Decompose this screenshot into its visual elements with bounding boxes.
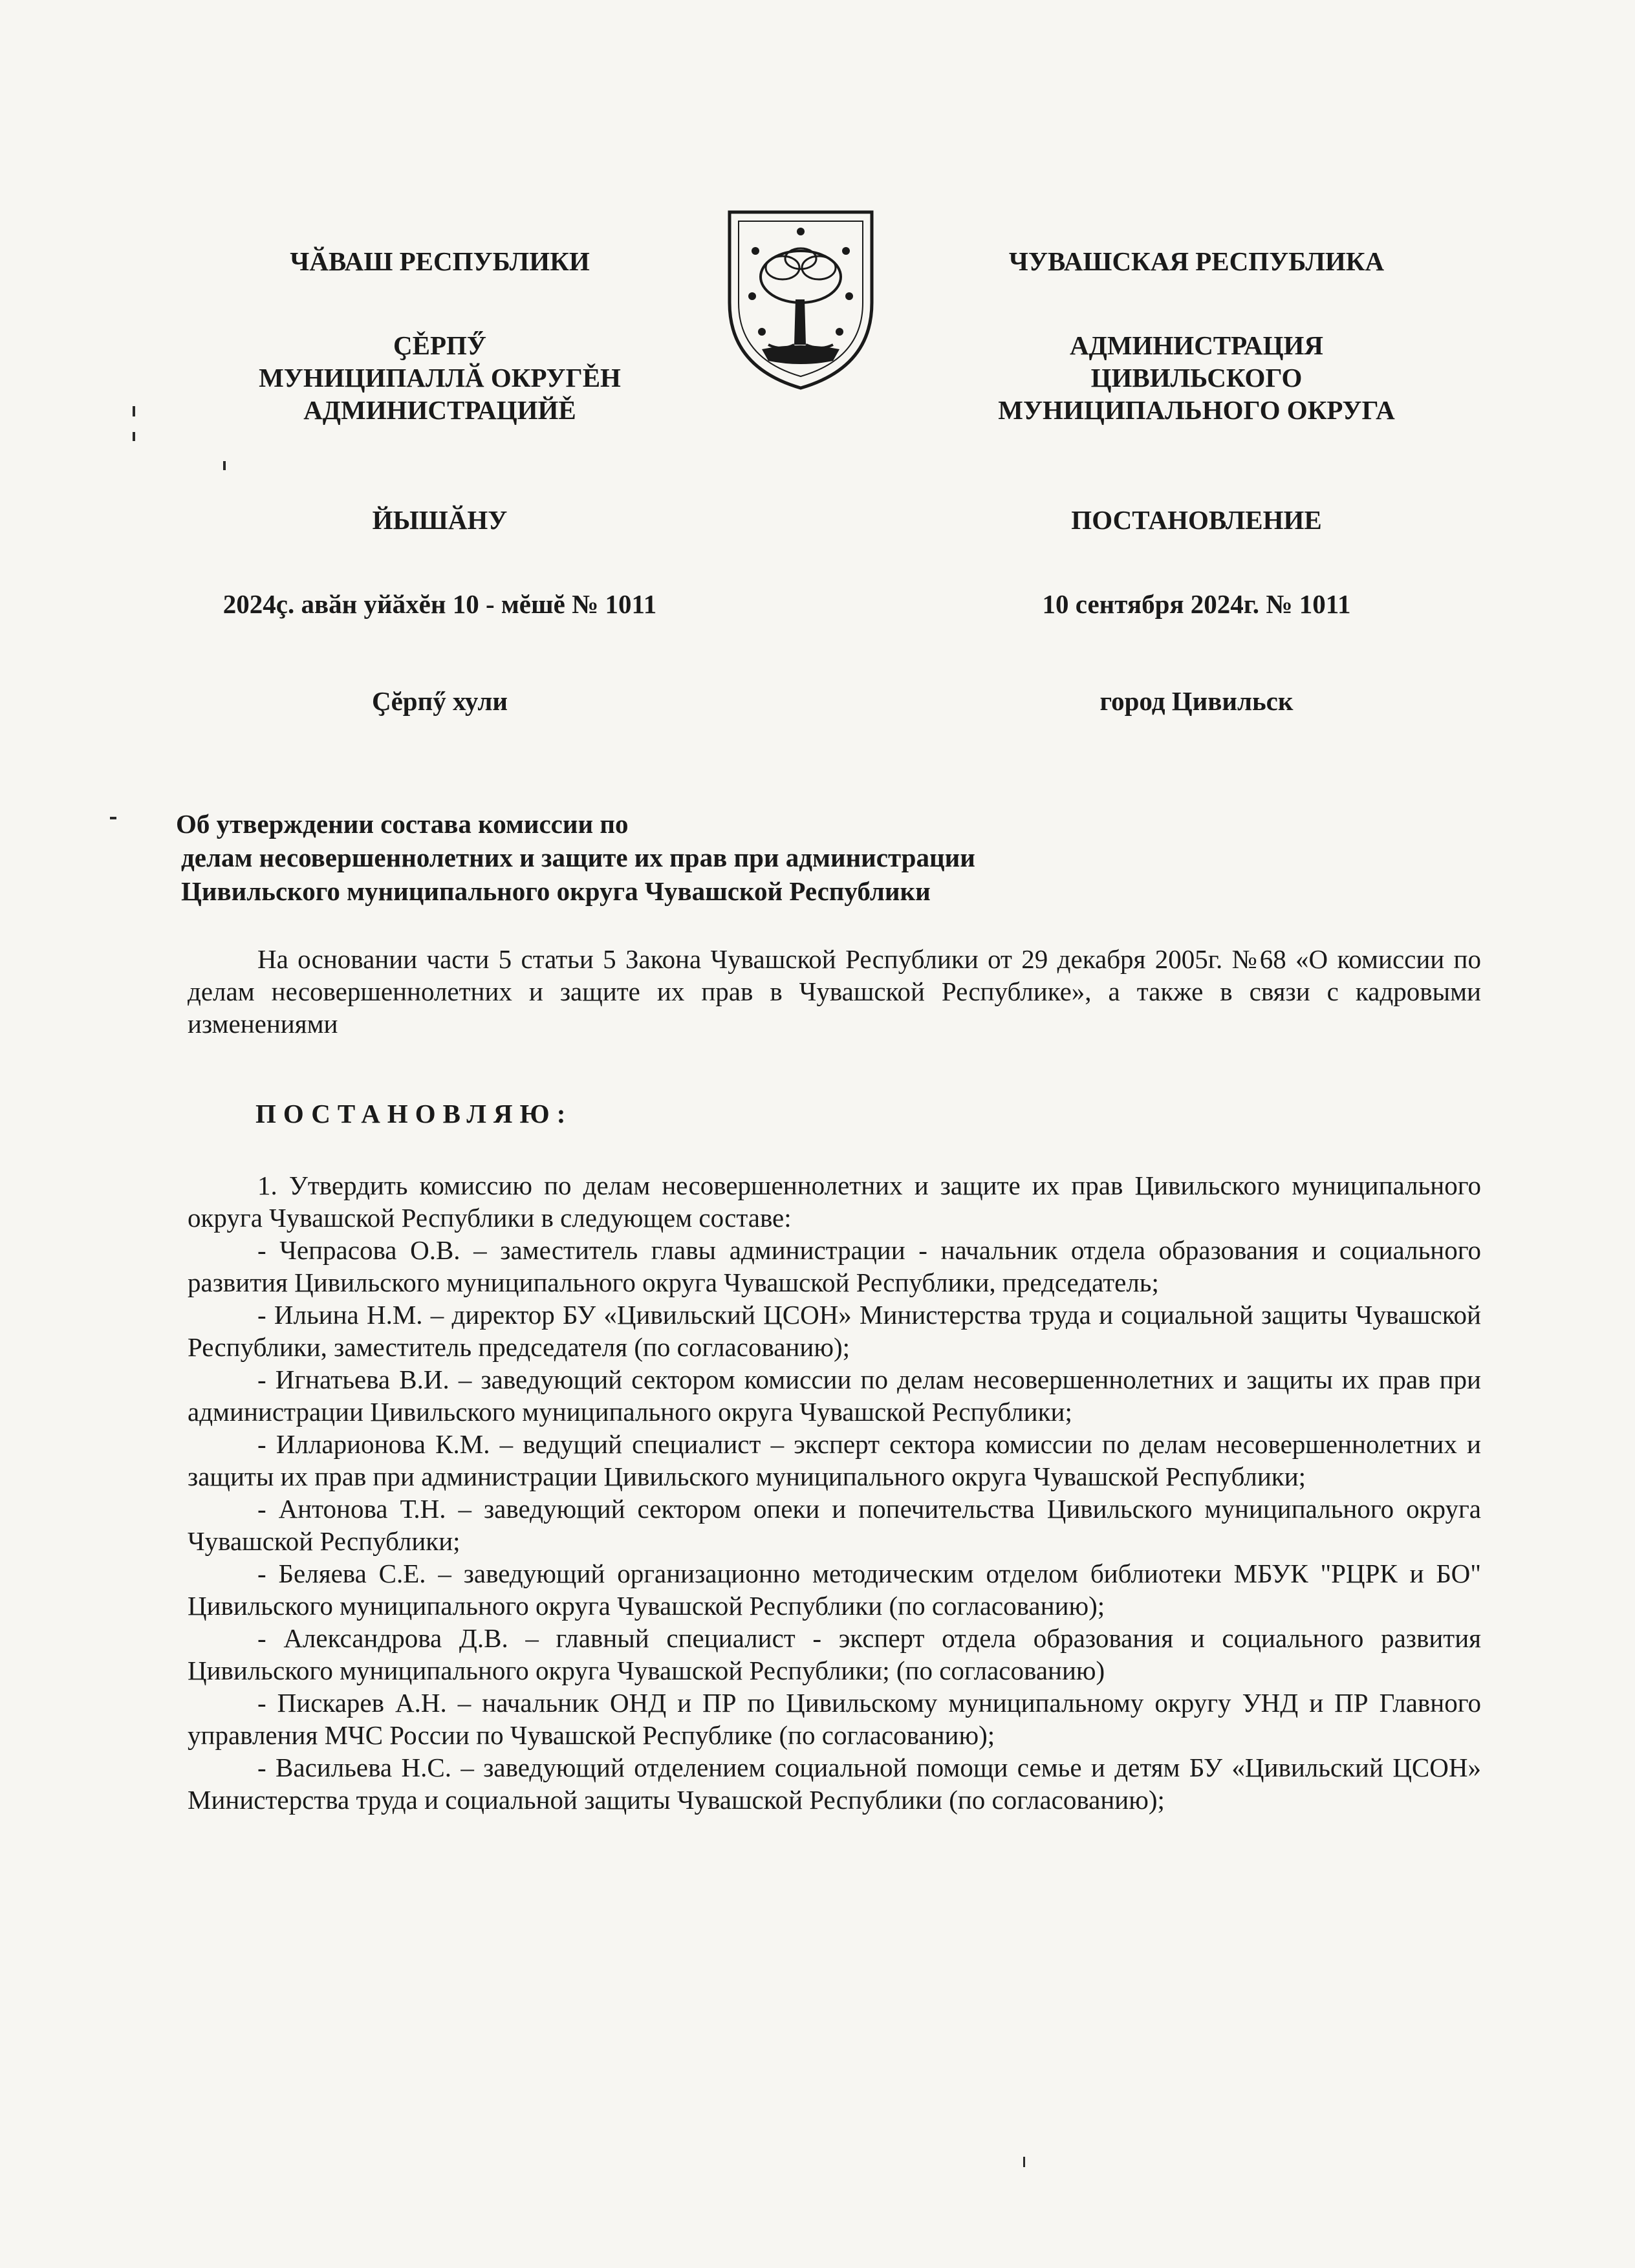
header-left-date-number: 2024ç. авӑн уйӑхĕн 10 - мĕшĕ № 1011 — [222, 589, 657, 619]
header-right-org-line3: МУНИЦИПАЛЬНОГО ОКРУГА — [998, 395, 1395, 425]
scan-speck — [133, 406, 135, 416]
scan-speck — [110, 817, 116, 819]
header-left-org-line2: АДМИНИСТРАЦИЙĚ — [303, 395, 576, 425]
header-left-city: ҪĚРПӲ — [393, 330, 486, 360]
header-right-date-number: 10 сентября 2024г. № 1011 — [1042, 589, 1351, 619]
decree-heading: ПОСТАНОВЛЯЮ: — [255, 1099, 573, 1129]
header-right-org-line1: АДМИНИСТРАЦИЯ — [1070, 330, 1323, 360]
subject-line2: делам несовершеннолетних и защите их прав при администрации — [181, 843, 975, 872]
commission-members — [188, 1169, 1481, 1816]
item-1: 1. Утвердить комиссию по делам несовершеннолетних и защите их прав Цивильского муниципального округа Чувашской Республики в следующем составе: — [188, 1171, 1481, 1233]
header-right-place: город Цивильск — [1099, 686, 1294, 716]
member-item: - Васильева Н.С. – заведующий отделением социальной помощи семье и детям БУ «Цивильский ЦСОН» Министерства труда и социальной защиты Чувашской Республики (по согласованию); — [188, 1753, 1481, 1815]
header-left-org-line1: МУНИЦИПАЛЛӐ ОКРУГĚН — [259, 363, 621, 393]
coat-of-arms-icon — [723, 206, 878, 392]
preamble — [188, 943, 1481, 1040]
scan-speck — [133, 432, 135, 441]
subject-line1: Об утверждении состава комиссии по — [176, 809, 629, 839]
header-left-doc-type: ЙЫШӐНУ — [372, 505, 508, 535]
member-item: - Илларионова К.М. – ведущий специалист – эксперт сектора комиссии по делам несовершеннолетних и защиты их прав при администрации Цивильского муниципального округа Чувашской Республики; — [188, 1429, 1481, 1491]
member-item: - Игнатьева В.И. – заведующий сектором комиссии по делам несовершеннолетних и защиты их прав при администрации Цивильского муниципального округа Чувашской Республики; — [188, 1365, 1481, 1427]
member-item: - Ильина Н.М. – директор БУ «Цивильский ЦСОН» Министерства труда и социальной защиты Чувашской Республики, заместитель председателя (по согласованию); — [188, 1300, 1481, 1362]
scan-speck — [1023, 2157, 1025, 2167]
document-subject — [176, 807, 1211, 908]
header-left-republic: ЧӐВАШ РЕСПУБЛИКИ — [290, 246, 590, 276]
scan-speck — [223, 461, 226, 470]
preamble-text: На основании части 5 статьи 5 Закона Чувашской Республики от 29 декабря 2005г. №68 «О комиссии по делам несовершеннолетних и защите их прав в Чувашской Республике», а также в связи с кадровыми изменениями — [188, 944, 1481, 1039]
member-item: - Антонова Т.Н. – заведующий сектором опеки и попечительства Цивильского муниципального округа Чувашской Республики; — [188, 1494, 1481, 1556]
subject-line3: Цивильского муниципального округа Чувашской Республики — [181, 876, 931, 906]
header-left-place: Ҫĕрпӳ хули — [371, 686, 508, 716]
header-right-republic: ЧУВАШСКАЯ РЕСПУБЛИКА — [1008, 246, 1385, 276]
header-right-org-line2: ЦИВИЛЬСКОГО — [1090, 363, 1303, 393]
member-item: - Пискарев А.Н. – начальник ОНД и ПР по Цивильскому муниципальному округу УНД и ПР Главного управления МЧС России по Чувашской Республике (по согласованию); — [188, 1688, 1481, 1750]
member-item: - Чепрасова О.В. – заместитель главы администрации - начальник отдела образования и социального развития Цивильского муниципального округа Чувашской Республики, председатель; — [188, 1235, 1481, 1297]
member-item: - Александрова Д.В. – главный специалист - эксперт отдела образования и социального развития Цивильского муниципального округа Чувашской Республики; (по согласованию) — [188, 1623, 1481, 1685]
member-item: - Беляева С.Е. – заведующий организационно методическим отделом библиотеки МБУК "РЦРК и БО" Цивильского муниципального округа Чувашской Республики (по согласованию); — [188, 1559, 1481, 1621]
header-right-doc-type: ПОСТАНОВЛЕНИЕ — [1071, 505, 1322, 535]
